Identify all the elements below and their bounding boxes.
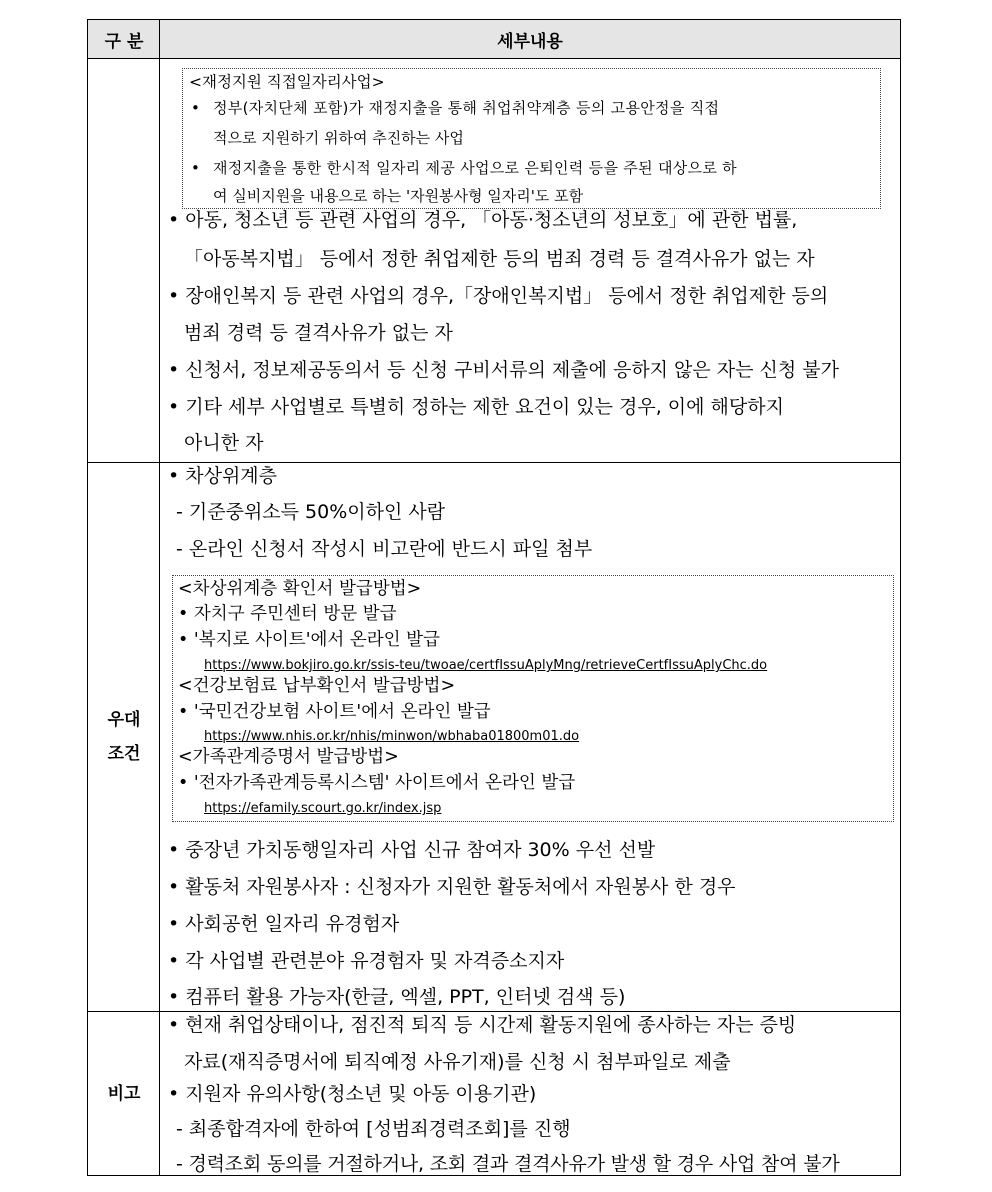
box-heading-2: <건강보험료 납부확인서 발급방법> — [178, 676, 456, 696]
row3-line1: • 현재 취업상태이나, 점진적 퇴직 등 시간제 활동지원에 종사하는 자는 증빙 — [168, 1014, 797, 1036]
box-heading-3-item1: • '전자가족관계등록시스템' 사이트에서 온라인 발급 — [178, 773, 576, 793]
row1-line1: • 아동, 청소년 등 관련 사업의 경우, 「아동·청소년의 성보호」에 관한 법률, — [168, 209, 798, 231]
box-bullet2-line1: 재정지출을 통한 한시적 일자리 제공 사업으로 은퇴인력 등을 주된 대상으로 하 — [213, 159, 737, 177]
row3-line5: - 경력조회 동의를 거절하거나, 조회 결과 결격사유가 발생 할 경우 사업 참여 불가 — [176, 1153, 840, 1175]
row1-line6: • 기타 세부 사업별로 특별히 정하는 제한 요건이 있는 경우, 이에 해당하지 — [168, 396, 784, 418]
box-bullet1-line1: 정부(자치단체 포함)가 재정지출을 통해 취업취약계층 등의 고용안정을 직접 — [213, 99, 720, 117]
row3-line4: - 최종합격자에 한하여 [성범죄경력조회]를 진행 — [176, 1118, 571, 1140]
box-title: <재정지원 직접일자리사업> — [189, 73, 385, 91]
box-bullet2-line2: 여 실비지원을 내용으로 하는 '자원봉사형 일자리'도 포함 — [213, 187, 584, 205]
nhis-link[interactable]: https://www.nhis.or.kr/nhis/minwon/wbhaba01800m01.do — [204, 729, 580, 744]
bullet-dot: • — [191, 159, 200, 177]
row3-label-text: 비고 — [107, 1084, 141, 1104]
row2-label-line2: 조건 — [107, 744, 141, 764]
efamily-link[interactable]: https://efamily.scourt.go.kr/index.jsp — [204, 801, 442, 816]
header-details: 세부내용 — [497, 31, 563, 52]
row2-line6: • 사회공헌 일자리 유경험자 — [168, 913, 400, 935]
bokjiro-link[interactable]: https://www.bokjiro.go.kr/ssis-teu/twoae/certfIssuAplyMng/retrieveCertfIssuAplyChc.do — [204, 658, 768, 673]
row2-line4: • 중장년 가치동행일자리 사업 신규 참여자 30% 우선 선발 — [168, 839, 656, 861]
row-divider-1 — [88, 462, 900, 463]
eligibility-table — [87, 19, 901, 1176]
row1-line3: • 장애인복지 등 관련 사업의 경우,「장애인복지법」 등에서 정한 취업제한 등의 — [168, 285, 829, 307]
row2-label-line1: 우대 — [107, 710, 141, 730]
direct-job-project-box — [182, 68, 881, 209]
row2-line1: • 차상위계층 — [168, 465, 278, 487]
row-divider-2 — [88, 1011, 900, 1012]
bullet-dot: • — [191, 99, 200, 117]
row2-line2: - 기준중위소득 50%이하인 사람 — [176, 501, 446, 523]
row2-line7: • 각 사업별 관련분야 유경험자 및 자격증소지자 — [168, 950, 565, 972]
row2-line3: - 온라인 신청서 작성시 비고란에 반드시 파일 첨부 — [176, 538, 593, 560]
box-heading-1-item2: • '복지로 사이트'에서 온라인 발급 — [178, 630, 440, 650]
row3-line2: 자료(재직증명서에 퇴직예정 사유기재)를 신청 시 첨부파일로 제출 — [184, 1051, 731, 1073]
row2-line8: • 컴퓨터 활용 가능자(한글, 엑셀, PPT, 인터넷 검색 등) — [168, 986, 626, 1008]
box-heading-2-item1: • '국민건강보험 사이트'에서 온라인 발급 — [178, 702, 491, 722]
box-bullet1-line2: 적으로 지원하기 위하여 추진하는 사업 — [213, 129, 464, 147]
row2-line5: • 활동처 자원봉사자 : 신청자가 지원한 활동처에서 자원봉사 한 경우 — [168, 876, 736, 898]
header-category: 구 분 — [104, 31, 144, 52]
row1-line5: • 신청서, 정보제공동의서 등 신청 구비서류의 제출에 응하지 않은 자는 신청 불가 — [168, 359, 840, 381]
row3-label — [88, 1012, 160, 1176]
row2-label — [88, 463, 160, 1011]
box-heading-1-item1: • 자치구 주민센터 방문 발급 — [178, 604, 397, 624]
row1-line7: 아니한 자 — [184, 432, 264, 454]
box-heading-1: <차상위계층 확인서 발급방법> — [178, 579, 422, 599]
row1-line2: 「아동복지법」 등에서 정한 취업제한 등의 범죄 경력 등 결격사유가 없는 자 — [184, 248, 815, 270]
row3-line3: • 지원자 유의사항(청소년 및 아동 이용기관) — [168, 1083, 537, 1105]
header-divider — [88, 58, 900, 59]
certificate-issuance-box — [172, 575, 894, 822]
row1-line4: 범죄 경력 등 결격사유가 없는 자 — [184, 322, 453, 344]
box-heading-3: <가족관계증명서 발급방법> — [178, 747, 399, 767]
